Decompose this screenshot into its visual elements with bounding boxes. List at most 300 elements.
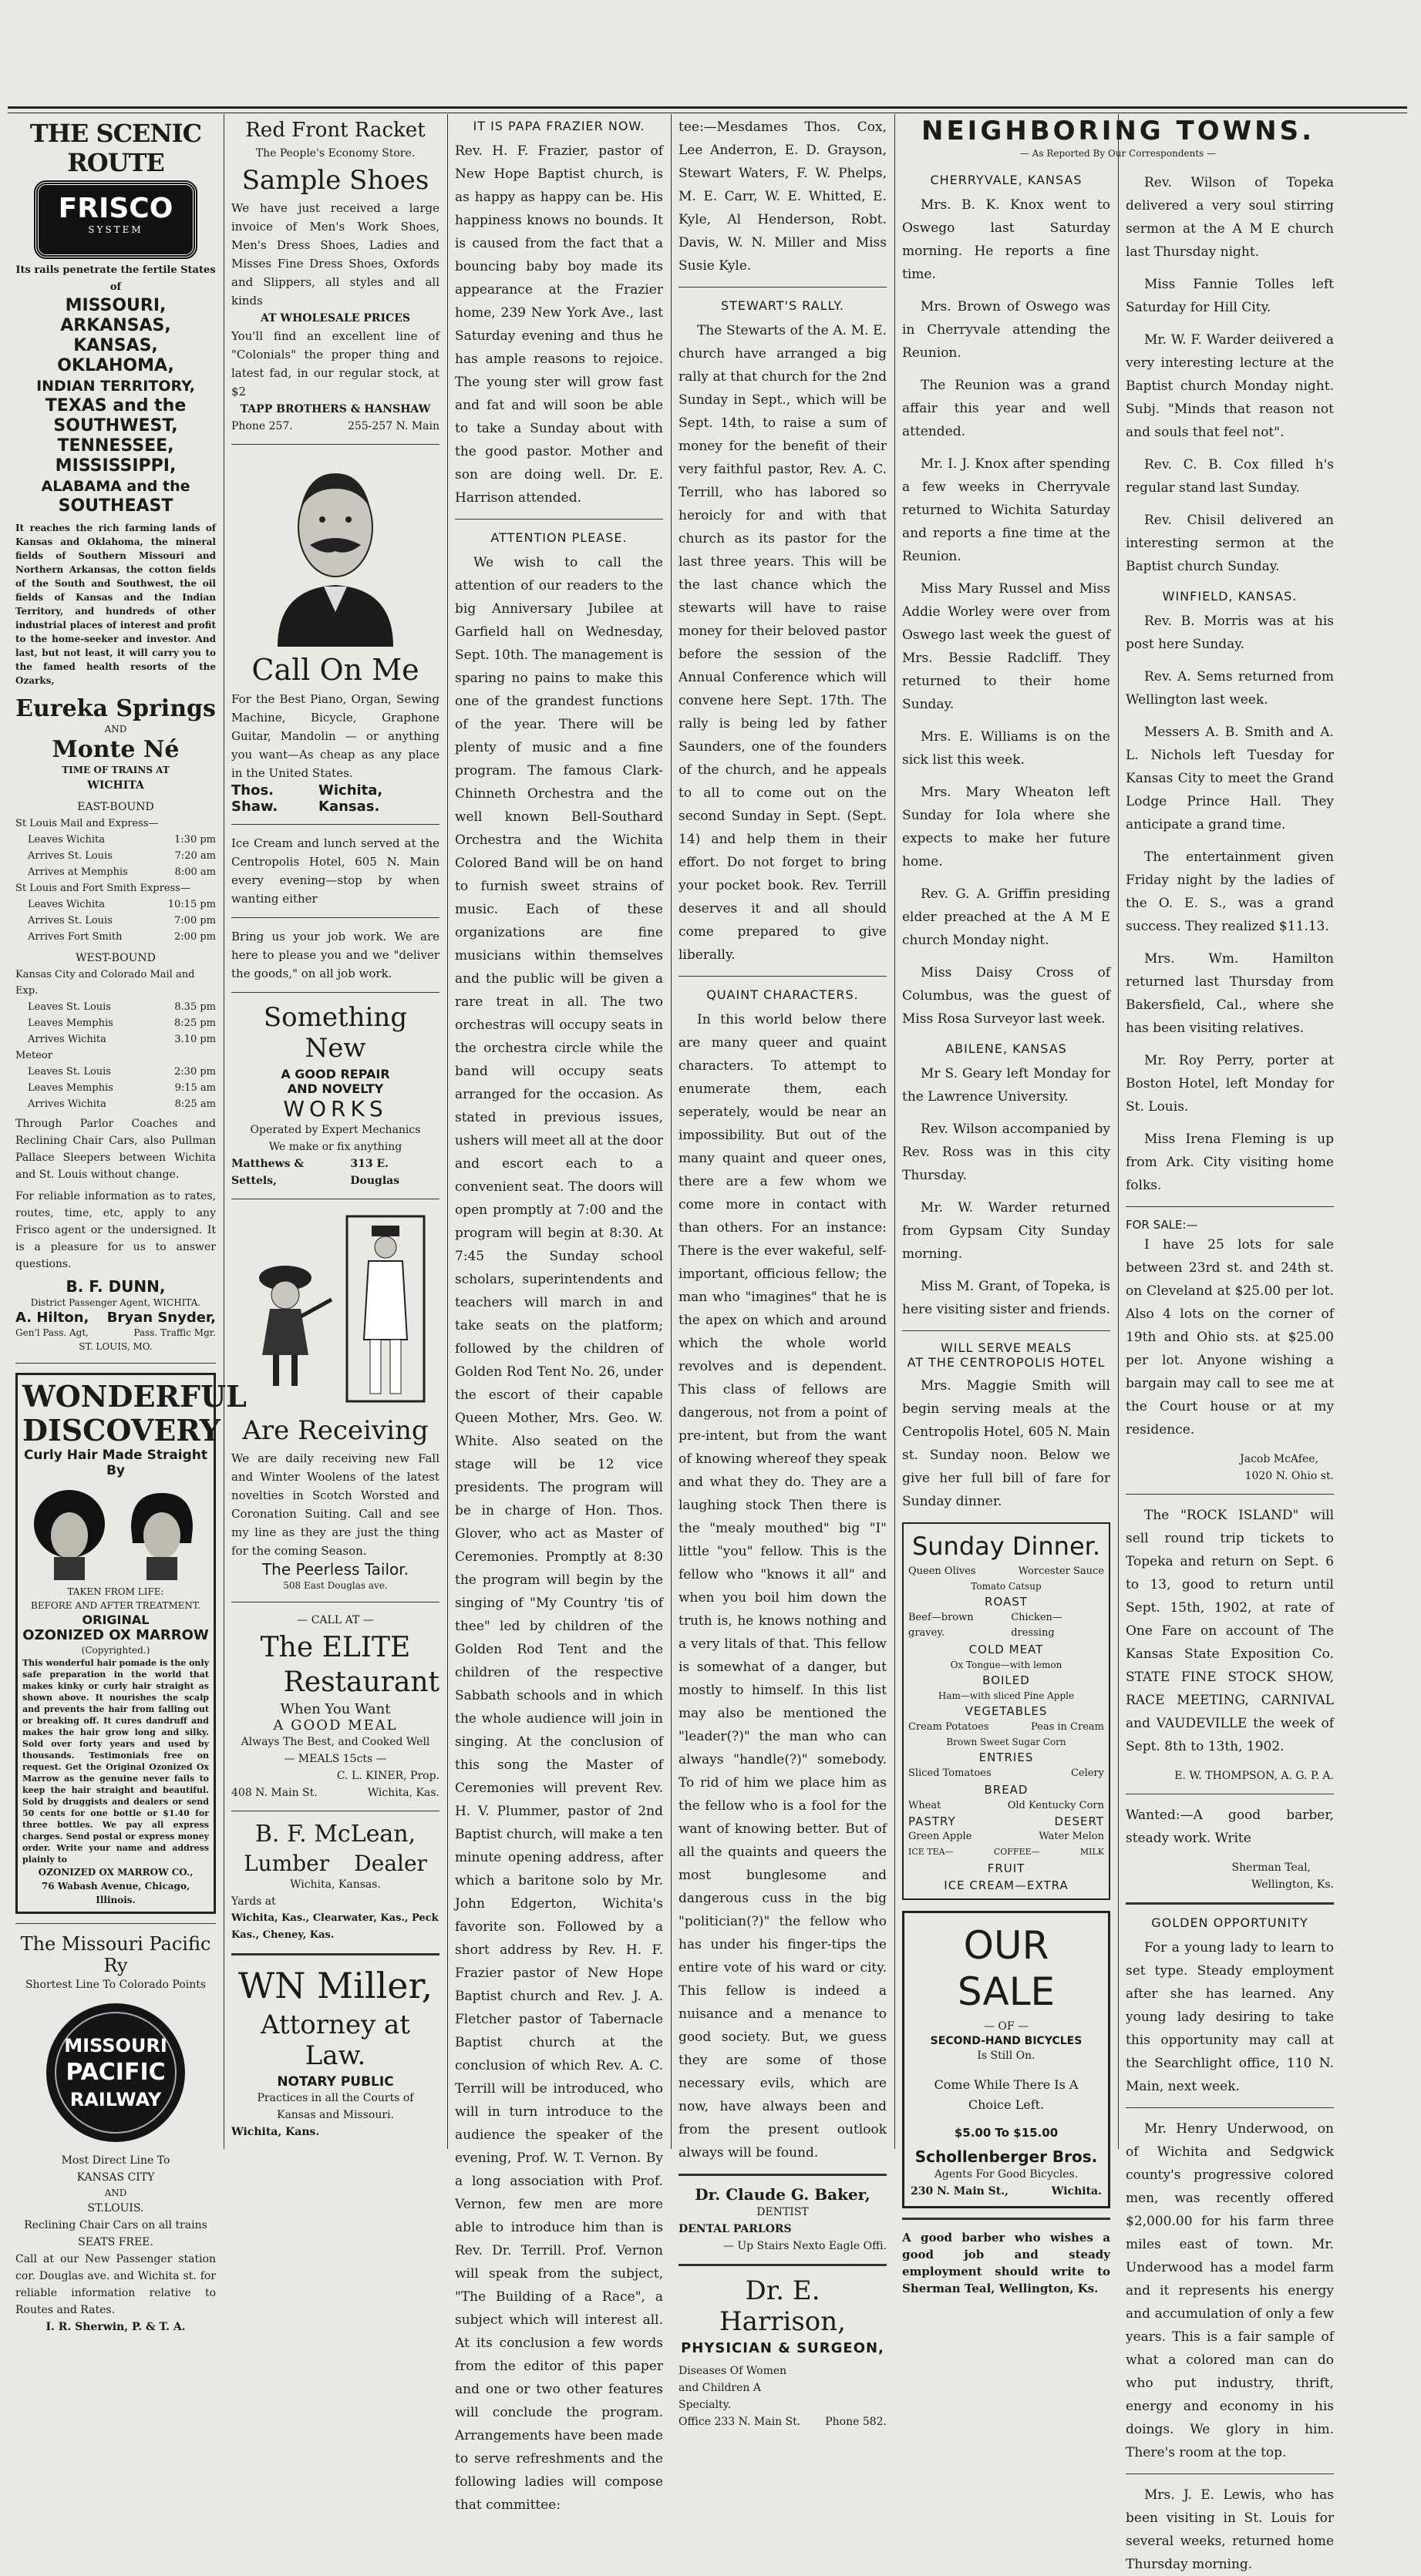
when-you-want: When You Want bbox=[280, 1701, 391, 1717]
menu-boiled: BOILED bbox=[982, 1673, 1030, 1687]
menu-row bbox=[908, 1720, 1104, 1735]
snyder-name: Bryan Snyder, bbox=[106, 1310, 216, 1326]
schedule-row bbox=[15, 848, 216, 864]
after-portrait bbox=[131, 1493, 193, 1580]
cherryvale-item: Miss Daisy Cross of Columbus, was the guest of Miss Rosa Surveyor last week. bbox=[902, 965, 1110, 1027]
menu-tongue: Ox Tongue—with lemon bbox=[950, 1660, 1062, 1670]
barber-wanted: A good barber who wishes a good job and steady employment should write to Sherman Teal, Wellington, Ks. bbox=[902, 2231, 1110, 2295]
papa-frazier-headline: IT IS PAPA FRAZIER NOW. bbox=[473, 119, 645, 133]
elite-heading: The ELITE bbox=[260, 1632, 411, 1663]
kiner-row bbox=[231, 1784, 439, 1801]
schedule-label: Arrives at Memphis bbox=[28, 866, 128, 878]
east-bound-schedule bbox=[15, 816, 216, 945]
works-label: WORKS bbox=[283, 1096, 388, 1122]
schedule-row bbox=[15, 880, 216, 896]
schedule-time: 10:15 pm bbox=[167, 899, 216, 910]
logo-word-missouri: MISSOURI bbox=[64, 2035, 167, 2056]
kiner-name: C. L. KINER, Prop. bbox=[336, 1770, 439, 1782]
schedule-row bbox=[15, 929, 216, 945]
menu-ham: Ham—with sliced Pine Apple bbox=[938, 1690, 1075, 1701]
yards-label: Yards at bbox=[231, 1895, 276, 1908]
will-serve-meals-text: Mrs. Maggie Smith will begin serving meals at the Centropolis Hotel, 605 N. Main st. Sunday noon. Below we give her full bill of fare for Sunday dinner. bbox=[902, 1378, 1110, 1509]
ox-marrow-ad bbox=[15, 1373, 247, 1914]
state-name: TENNESSEE, bbox=[57, 436, 174, 456]
are-receiving-heading: Are Receiving bbox=[242, 1415, 429, 1446]
teal-city: Wellington, Ks. bbox=[1251, 1878, 1334, 1891]
mclean-lumber-ad bbox=[231, 1821, 439, 1944]
column-6-news bbox=[1120, 171, 1340, 2572]
schedule-time: 8:25 am bbox=[174, 1098, 216, 1110]
sample-shoes-text: We have just received a large invoice of Men's Work Shoes, Men's Dress Shoes, Ladies and Misses Fine Dress Shoes, Oxfords and Slippers, all styles and all kinds bbox=[231, 201, 439, 308]
states-list bbox=[15, 296, 216, 516]
mcafee-name: Jacob McAfee, bbox=[1240, 1453, 1318, 1465]
harrison-office-row bbox=[679, 2413, 887, 2430]
thompson-name: E. W. THOMPSON, A. G. P. A. bbox=[1174, 1770, 1334, 1782]
abilene-item: Mr S. Geary left Monday for the Lawrence University. bbox=[902, 1066, 1110, 1105]
matthews-name: Matthews & Settels, bbox=[231, 1158, 305, 1187]
state-name: MISSISSIPPI, bbox=[55, 456, 177, 476]
before-portrait bbox=[34, 1490, 105, 1580]
ad-divider bbox=[679, 2174, 887, 2176]
lumber-dealer-row bbox=[231, 1851, 439, 1876]
always-the-best: Always The Best, and Cooked Well bbox=[241, 1736, 430, 1748]
ozonized-address: 76 Wabash Avenue, Chicago, Illinois. bbox=[41, 1881, 190, 1905]
novelty-label: AND NOVELTY bbox=[287, 1081, 384, 1096]
child-figure bbox=[259, 1266, 332, 1386]
schedule-row bbox=[15, 896, 216, 913]
schedule-row bbox=[15, 967, 216, 999]
cherryvale-item: The Reunion was a grand affair this year and well attended. bbox=[902, 378, 1110, 439]
lewis-article: Mrs. J. E. Lewis, who has been visiting in St. Louis for several weeks, returned home Thursday morning. bbox=[1126, 2487, 1334, 2572]
seats-free: SEATS FREE. bbox=[78, 2236, 153, 2248]
thos-shaw-portrait bbox=[262, 454, 409, 647]
schedule-label: Kansas City and Colorado Mail and Exp. bbox=[15, 969, 195, 997]
article-divider bbox=[679, 976, 887, 977]
menu-melon: Water Melon bbox=[1039, 1831, 1104, 1842]
cherryvale-item: Mrs. E. Williams is on the sick list this week. bbox=[902, 729, 1110, 768]
schedule-time: 7:20 am bbox=[174, 850, 216, 862]
teal-name: Sherman Teal, bbox=[1231, 1861, 1311, 1874]
east-bound-heading: EAST-BOUND bbox=[77, 801, 154, 813]
novelty-works-ad bbox=[231, 1002, 439, 1189]
sample-shoes-heading: Sample Shoes bbox=[241, 165, 429, 196]
price-range: $5.00 To $15.00 bbox=[954, 2126, 1059, 2140]
column-3-news bbox=[449, 116, 669, 2513]
topeka-item: Rev. Wilson of Topeka delivered a very soul stirring sermon at the A M E church last Thursday night. bbox=[1126, 175, 1334, 260]
menu-desert: DESERT bbox=[1054, 1814, 1104, 1828]
schedule-row bbox=[15, 999, 216, 1015]
tailor-illustration bbox=[239, 1209, 432, 1409]
rails-intro: Its rails penetrate the fertile States of bbox=[15, 264, 216, 293]
article-divider bbox=[455, 519, 663, 520]
and-label: AND bbox=[104, 724, 127, 735]
schedule-row bbox=[15, 913, 216, 929]
wholesale-prices: AT WHOLESALE PRICES bbox=[260, 312, 411, 325]
menu-catsup: Tomato Catsup bbox=[971, 1581, 1042, 1592]
article-divider bbox=[1126, 2107, 1334, 2108]
harrison-phone: Phone 582. bbox=[825, 2416, 887, 2428]
menu-roast: ROAST bbox=[985, 1595, 1028, 1609]
harrison-physician-ad bbox=[679, 2275, 887, 2430]
still-on: Is Still On. bbox=[977, 2050, 1035, 2062]
menu-bread: BREAD bbox=[984, 1783, 1029, 1797]
hilton-title: Gen'l Pass. Agt, bbox=[15, 1327, 89, 1338]
snyder-title: Pass. Traffic Mgr. bbox=[133, 1327, 216, 1338]
copyrighted-label: (Copyrighted.) bbox=[81, 1645, 150, 1656]
ad-divider bbox=[231, 824, 439, 825]
through-coaches-text: Through Parlor Coaches and Reclining Chair Cars, also Pullman Pallace Sleepers between Wichita and St. Louis without change. bbox=[15, 1118, 216, 1181]
schedule-label: St Louis Mail and Express— bbox=[15, 818, 159, 829]
missouri-pacific-logo bbox=[42, 1999, 189, 2146]
cherryvale-item: Mrs. B. K. Knox went to Oswego last Saturday morning. He reports a fine time. bbox=[902, 197, 1110, 282]
abilene-item: Rev. Wilson accompanied by Rev. Ross was in this city Thursday. bbox=[902, 1122, 1110, 1183]
west-bound-schedule bbox=[15, 967, 216, 1112]
article-divider bbox=[1126, 1494, 1334, 1495]
schedule-row bbox=[15, 816, 216, 832]
ad-divider bbox=[231, 917, 439, 918]
thos-shaw-ad bbox=[231, 454, 439, 815]
notary-public: NOTARY PUBLIC bbox=[277, 2074, 394, 2090]
harrison-name: Dr. E. Harrison, bbox=[719, 2275, 846, 2337]
logo-word-railway: RAILWAY bbox=[69, 2089, 162, 2110]
matthews-address: 313 E. Douglas bbox=[350, 1158, 400, 1187]
golden-opportunity-text: For a young lady to learn to set type. Steady employment after she has learned. Any young lady desiring to take this opportunity may call at the Searchlight office, 110 N. Main, next week. bbox=[1126, 1940, 1334, 2094]
article-divider bbox=[902, 1330, 1110, 1331]
quaint-characters-headline: QUAINT CHARACTERS. bbox=[706, 987, 859, 1002]
missouri-pacific-shortest: Shortest Line To Colorado Points bbox=[25, 1979, 207, 1991]
schedule-label: Arrives Wichita bbox=[28, 1034, 106, 1045]
st-louis-label: ST.LOUIS. bbox=[87, 2202, 144, 2214]
neighboring-towns-header bbox=[896, 116, 1340, 170]
menu-chicken: Chicken—dressing bbox=[1011, 1612, 1062, 1639]
time-of-trains: TIME OF TRAINS AT bbox=[62, 765, 170, 775]
cherryvale-heading: CHERRYVALE, KANSAS bbox=[930, 173, 1083, 187]
state-name: TEXAS and the bbox=[45, 396, 187, 415]
winfield-item: Rev. B. Morris was at his post here Sunday. bbox=[1126, 614, 1334, 652]
scenic-route-title: THE SCENIC ROUTE bbox=[29, 119, 202, 177]
tapp-brothers: TAPP BROTHERS & HANSHAW bbox=[240, 403, 431, 415]
our-sale-heading: OUR SALE bbox=[957, 1923, 1056, 2014]
menu-pastry: PASTRY bbox=[908, 1814, 956, 1828]
column-4-news bbox=[672, 116, 893, 2428]
lumber-label: Lumber bbox=[244, 1851, 330, 1876]
shaw-row bbox=[231, 782, 439, 815]
centropolis-hotel-heading: AT THE CENTROPOLIS HOTEL bbox=[907, 1355, 1106, 1370]
sunday-dinner-menu bbox=[902, 1522, 1110, 1900]
golden-opportunity-headline: GOLDEN OPPORTUNITY bbox=[1151, 1915, 1308, 1930]
dealer-label: Dealer bbox=[354, 1851, 427, 1876]
operated-by: Operated by Expert Mechanics bbox=[250, 1124, 421, 1136]
article-divider bbox=[1126, 1902, 1334, 1905]
eureka-springs: Eureka Springs bbox=[15, 695, 216, 722]
wn-miller-heading: WN Miller, bbox=[237, 1965, 433, 2006]
ozonized-company: OZONIZED OX MARROW CO., bbox=[38, 1867, 194, 1878]
attorney-at-law: Attorney at Law. bbox=[261, 2009, 410, 2071]
agents-row bbox=[15, 1310, 216, 1326]
ad-divider bbox=[231, 444, 439, 445]
frisco-ad bbox=[15, 119, 216, 1354]
menu-vegetables: VEGETABLES bbox=[965, 1704, 1048, 1718]
schedule-label: Meteor bbox=[15, 1050, 52, 1061]
something-new-heading: Something New bbox=[263, 1002, 408, 1064]
column-1-ads bbox=[9, 116, 247, 2333]
menu-coffee: COFFEE— bbox=[993, 1847, 1040, 1857]
cherryvale-item: Mrs. Mary Wheaton left Sunday for Iola where she expects to make her future home. bbox=[902, 785, 1110, 869]
kiner-city: Wichita, Kas. bbox=[367, 1787, 439, 1799]
schedule-label: Arrives St. Louis bbox=[28, 915, 113, 926]
abilene-item: Miss M. Grant, of Topeka, is here visiting sister and friends. bbox=[902, 1279, 1110, 1317]
reliable-info-text: For reliable information as to rates, routes, time, etc, apply to any Frisco agent or the undersigned. It is a pleasure for us to answer questions. bbox=[15, 1190, 216, 1270]
state-name: OKLAHOMA, bbox=[57, 356, 174, 375]
taken-from-life: TAKEN FROM LIFE: bbox=[67, 1586, 164, 1597]
missouri-pacific-title: The Missouri Pacific Ry bbox=[20, 1933, 211, 1976]
cherryvale-item: Mr. I. J. Knox after spending a few weeks in Cherryvale returned to Wichita Saturday and reports a fine time at the Reunion. bbox=[902, 456, 1110, 564]
and-label-2: AND bbox=[104, 2188, 127, 2198]
mclean-name: B. F. McLean, bbox=[254, 1821, 416, 1848]
physician-surgeon: PHYSICIAN & SURGEON, bbox=[681, 2340, 884, 2356]
call-on-me-heading: Call On Me bbox=[251, 653, 419, 687]
topeka-items bbox=[1126, 171, 1334, 578]
agents-titles-row bbox=[15, 1326, 216, 1340]
wanted-barber-text: Wanted:—A good barber, steady work. Write bbox=[1126, 1808, 1334, 1846]
topeka-item: Miss Fannie Tolles left Saturday for Hill City. bbox=[1126, 277, 1334, 315]
meals-price: — MEALS 15cts — bbox=[284, 1753, 387, 1765]
dentist-label: DENTIST bbox=[756, 2206, 809, 2218]
menu-entries: ENTRIES bbox=[978, 1750, 1034, 1764]
sunday-dinner-heading: Sunday Dinner. bbox=[911, 1532, 1101, 1561]
before-after-label: BEFORE AND AFTER TREATMENT. bbox=[31, 1600, 200, 1611]
upstairs-label: — Up Stairs Nexto Eagle Offi. bbox=[722, 2240, 887, 2252]
column-divider bbox=[1118, 114, 1119, 2149]
schedule-label: Arrives Fort Smith bbox=[28, 931, 123, 943]
winfield-item: Messers A. B. Smith and A. L. Nichols left Tuesday for Kansas City to meet the Grand Lodge Prince Hall. They anticipate a grand time. bbox=[1126, 725, 1334, 832]
we-make-fix: We make or fix anything bbox=[268, 1141, 402, 1153]
topeka-item: Rev. Chisil delivered an interesting sermon at the Baptist church Sunday. bbox=[1126, 513, 1334, 574]
shaw-city: Wichita, Kansas. bbox=[318, 782, 383, 815]
are-receiving-text: We are daily receiving new Fall and Winter Woolens of the latest novelties in Scotch Worsted and Coronation Suiting. Call and see my line as they are just the thing for the coming Season. bbox=[231, 1451, 439, 1558]
menu-fruit: FRUIT bbox=[987, 1861, 1025, 1875]
cherryvale-item: Rev. G. A. Griffin presiding elder preached at the A M E church Monday night. bbox=[902, 886, 1110, 948]
schedule-label: Leaves St. Louis bbox=[28, 1001, 111, 1013]
will-serve-meals-heading: WILL SERVE MEALS bbox=[940, 1340, 1072, 1355]
schollenberger-row bbox=[911, 2183, 1102, 2200]
winfield-items bbox=[1126, 610, 1334, 1197]
schedule-label: Leaves Wichita bbox=[28, 834, 105, 846]
peerless-tailor-ad bbox=[231, 1209, 439, 1592]
menu-ice-tea: ICE TEA— bbox=[908, 1847, 954, 1857]
menu-row bbox=[908, 1798, 1104, 1814]
ad-divider bbox=[15, 1923, 216, 1924]
call-on-me-text: For the Best Piano, Organ, Sewing Machine, Bicycle, Graphone Guitar, Mandolin — or anything you want—As cheap as any place in the United States. bbox=[231, 692, 439, 780]
st-louis-mo: ST. LOUIS, MO. bbox=[79, 1341, 153, 1352]
peerless-address: 508 East Douglas ave. bbox=[283, 1580, 388, 1591]
ice-cream-notice: Ice Cream and lunch served at the Centropolis Hotel, 605 N. Main every evening—stop by when wanting either bbox=[231, 836, 439, 906]
menu-tomatoes: Sliced Tomatoes bbox=[908, 1767, 992, 1779]
curly-hair-heading: Curly Hair Made Straight By bbox=[23, 1448, 208, 1478]
schedule-row bbox=[15, 1096, 216, 1112]
baker-name: Dr. Claude G. Baker, bbox=[695, 2185, 870, 2204]
stewarts-rally-headline: STEWART'S RALLY. bbox=[720, 298, 845, 313]
schedule-row bbox=[15, 1048, 216, 1064]
stewarts-rally-article: The Stewarts of the A. M. E. church have arranged a big rally at that church for the 2nd Sunday in Sept., which will be Sept. 14th, to raise a sum of money for the benefit of their very faithful pastor, Rev. A. C. Terrill, who has labored so heroicly for and with that church as its pastor for the last three years. This will be the last chance which the stewarts will have to raise money for their beloved pastor before the session of the Annual Conference which will convene here Sept. 17th. The rally is being led by father Saunders, one of the founders of the church, and he appeals to all to come out on the second Sunday in Sept. (Sept. 14) and help them in their effort. Do not forget to bring your pocket book. Rev. Terrill deserves it and all should come prepared to give liberally. bbox=[679, 323, 887, 963]
tapp-contact-row bbox=[231, 418, 439, 435]
schollenberger-name: Schollenberger Bros. bbox=[914, 2147, 1098, 2166]
schedule-time: 9:15 am bbox=[174, 1082, 216, 1094]
tapp-phone: Phone 257. bbox=[231, 420, 293, 432]
wichita-label: WICHITA bbox=[87, 779, 144, 792]
state-name: SOUTHWEST, bbox=[53, 416, 178, 435]
schedule-label: Leaves Memphis bbox=[28, 1017, 113, 1029]
schollenberger-address: 230 N. Main St., bbox=[911, 2185, 1009, 2198]
abilene-items bbox=[902, 1062, 1110, 1321]
mclean-city: Wichita, Kansas. bbox=[290, 1878, 381, 1891]
kiner-address: 408 N. Main St. bbox=[231, 1787, 318, 1799]
column-divider bbox=[447, 114, 448, 2149]
ad-divider bbox=[15, 1363, 216, 1364]
article-divider bbox=[1126, 1206, 1334, 1207]
frisco-logo-sub: SYSTEM bbox=[88, 224, 143, 235]
miller-footer: Wichita, Kans. bbox=[231, 2126, 320, 2138]
cherryvale-item: Mrs. Brown of Oswego was in Cherryvale attending the Reunion. bbox=[902, 299, 1110, 361]
ad-divider bbox=[679, 2264, 887, 2266]
schedule-time: 8.35 pm bbox=[174, 1001, 216, 1013]
of-label: — OF — bbox=[983, 2020, 1029, 2033]
mcafee-address: 1020 N. Ohio st. bbox=[1244, 1470, 1334, 1482]
ad-divider bbox=[231, 992, 439, 993]
menu-ice-cream: ICE CREAM—EXTRA bbox=[944, 1878, 1069, 1892]
menu-row bbox=[908, 1766, 1104, 1781]
menu-milk: MILK bbox=[1079, 1847, 1104, 1857]
red-front-racket-title: Red Front Racket bbox=[245, 119, 426, 142]
red-front-racket-ad bbox=[231, 119, 439, 435]
menu-apple: Green Apple bbox=[908, 1831, 972, 1842]
schedule-row bbox=[15, 1064, 216, 1080]
matthews-row bbox=[231, 1155, 439, 1189]
schedule-label: Arrives St. Louis bbox=[28, 850, 113, 862]
neighboring-towns-title: NEIGHBORING TOWNS. bbox=[921, 116, 1315, 146]
peoples-economy-store: The People's Economy Store. bbox=[255, 147, 416, 160]
our-sale-ad bbox=[902, 1911, 1110, 2208]
ad-divider bbox=[902, 2218, 1110, 2220]
menu-cream-potatoes: Cream Potatoes bbox=[908, 1721, 989, 1733]
column-divider bbox=[894, 114, 895, 2149]
practices-in: Practices in all the Courts of bbox=[257, 2092, 414, 2104]
menu-cold-meat: COLD MEAT bbox=[968, 1643, 1044, 1656]
call-at-label: — CALL AT — bbox=[297, 1614, 374, 1626]
menu-worcester: Worcester Sauce bbox=[1018, 1565, 1104, 1577]
monte-ne: Monte Né bbox=[52, 736, 180, 763]
schedule-row bbox=[15, 1031, 216, 1048]
for-sale-text: I have 25 lots for sale between 23rd st. and 24th st. on Cleveland at $25.00 per lot. Also 4 lots on the corner of 19th and Ohio sts. at $25.00 per lot. Anyone wishing a bargain may call to see me at the Court house or at my residence. bbox=[1126, 1237, 1334, 1438]
article-divider bbox=[679, 287, 887, 288]
state-name: MISSOURI, bbox=[65, 296, 167, 315]
schedule-time: 1:30 pm bbox=[174, 834, 216, 846]
for-sale-heading: FOR SALE:— bbox=[1126, 1218, 1198, 1232]
harrison-office: Office 233 N. Main St. bbox=[679, 2416, 801, 2428]
winfield-item: Mr. Roy Perry, porter at Boston Hotel, left Monday for St. Louis. bbox=[1126, 1053, 1334, 1115]
menu-row bbox=[908, 1610, 1104, 1641]
menu-wheat: Wheat bbox=[908, 1800, 941, 1811]
menu-corn: Old Kentucky Corn bbox=[1007, 1800, 1104, 1811]
column-5-news bbox=[896, 171, 1116, 2295]
schedule-label: St Louis and Fort Smith Express— bbox=[15, 883, 190, 894]
west-bound-heading: WEST-BOUND bbox=[76, 952, 156, 964]
menu-row bbox=[908, 1814, 1104, 1829]
underwood-article: Mr. Henry Underwood, on of Wichita and Sedgwick county's progressive colored men, was recently offered $2,000.00 for his farm three miles east of town. Mr. Underwood has a model farm and it represents his energy and accumulation of only a few years. This is a fair sample of what a colored man can do who put industry, thrift, energy and economy in his doings. We glory in him. There's room at the top. bbox=[1126, 2121, 1334, 2460]
shaw-name: Thos. Shaw. bbox=[231, 782, 278, 815]
masthead-rule bbox=[8, 106, 1407, 109]
schedule-row bbox=[15, 864, 216, 880]
reclining-chair: Reclining Chair Cars on all trains bbox=[24, 2219, 207, 2231]
peerless-tailor-name: The Peerless Tailor. bbox=[261, 1560, 409, 1579]
before-after-portraits bbox=[23, 1481, 208, 1582]
schedule-time: 2:30 pm bbox=[174, 1066, 216, 1078]
menu-sweet-corn: Brown Sweet Sugar Corn bbox=[946, 1737, 1066, 1747]
schedule-label: Arrives Wichita bbox=[28, 1098, 106, 1110]
state-name: INDIAN TERRITORY, bbox=[36, 378, 195, 395]
frisco-logo-text: FRISCO bbox=[58, 193, 173, 224]
topeka-item: Mr. W. F. Warder deiivered a very interesting lecture at the Baptist church Monday night. Subj. "Minds that reason not and souls that feel not". bbox=[1126, 332, 1334, 440]
reported-by: — As Reported By Our Correspondents — bbox=[1019, 148, 1217, 159]
elite-restaurant-ad bbox=[231, 1612, 439, 1801]
original-label: ORIGINAL bbox=[82, 1613, 150, 1627]
restaurant-heading: Restaurant bbox=[283, 1666, 439, 1698]
abilene-item: Mr. W. Warder returned from Gypsam City Sunday morning. bbox=[902, 1200, 1110, 1262]
state-name: ALABAMA and the bbox=[41, 478, 190, 495]
miller-attorney-ad bbox=[231, 1965, 439, 2141]
winfield-item: Miss Irena Fleming is up from Ark. City visiting home folks. bbox=[1126, 1132, 1334, 1193]
schedule-time: 8:25 pm bbox=[174, 1017, 216, 1029]
state-name: ARKANSAS, bbox=[60, 316, 171, 335]
frisco-logo bbox=[35, 182, 196, 257]
wonderful-heading: WONDERFUL bbox=[22, 1379, 247, 1414]
colonials-text: You'll find an excellent line of "Colonials" the proper thing and latest fad, in our regular stock, at $2 bbox=[231, 329, 439, 399]
ox-marrow-text: This wonderful hair pomade is the only safe preparation in the world that makes kinky or curly hair straight as shown above. It nourishes the scalp and prevents the hair from falling out or breaking off. It cures dandruff and makes the hair grow long and silky. Sold over forty years and used by thousands. Testimonials free on request. Get the Original Ozonized Ox Marrow as the genuine never fails to keep the hair straight and beautiful. Sold by druggists and dealers or send 50 cents for one bottle or $1.40 for three bottles. We pay all express charges. Send postal or express money order. Write your name and address plainly to bbox=[22, 1658, 209, 1865]
schedule-label: Leaves St. Louis bbox=[28, 1066, 111, 1078]
hilton-name: A. Hilton, bbox=[15, 1310, 89, 1326]
agents-good-bicycles: Agents For Good Bicycles. bbox=[934, 2168, 1079, 2181]
yards-list: Wichita, Kas., Clearwater, Kas., Peck Kas., Cheney, Kas. bbox=[231, 1912, 439, 1941]
schedule-row bbox=[15, 1080, 216, 1096]
schollenberger-city: Wichita. bbox=[1051, 2185, 1102, 2198]
ozonized-heading: OZONIZED OX MARROW bbox=[22, 1627, 209, 1643]
column-divider bbox=[671, 114, 672, 2149]
article-divider bbox=[1126, 2473, 1334, 2474]
schedule-time: 7:00 pm bbox=[174, 915, 216, 926]
menu-row bbox=[908, 1564, 1104, 1579]
winfield-item: The entertainment given Friday night by the ladies of the O. E. S., was a grand success. They realized $11.13. bbox=[1126, 849, 1334, 934]
dental-parlors: DENTAL PARLORS bbox=[679, 2223, 792, 2235]
cherryvale-items bbox=[902, 193, 1110, 1031]
sherwin-name: I. R. Sherwin, P. & T. A. bbox=[45, 2321, 186, 2333]
kansas-city-label: KANSAS CITY bbox=[76, 2171, 155, 2184]
rock-island-text: The "ROCK ISLAND" will sell round trip tickets to Topeka and return on Sept. 6 to 13, good to return until Sept. 15th, 1902, at rate of One Fare on account of The Kansas State Exposition Co. STATE FINE STOCK SHOW, RACE MEETING, CARNIVAL and VAUDEVILLE the week of Sept. 8th to 13th, 1902. bbox=[1126, 1508, 1334, 1754]
menu-peas: Peas in Cream bbox=[1030, 1721, 1104, 1733]
menu-beef: Beef—brown gravey. bbox=[908, 1612, 974, 1639]
logo-word-pacific: PACIFIC bbox=[66, 2059, 166, 2086]
come-while: Come While There Is A Choice Left. bbox=[934, 2077, 1079, 2112]
schedule-time: 3.10 pm bbox=[174, 1034, 216, 1045]
most-direct-line: Most Direct Line To bbox=[61, 2154, 170, 2167]
discovery-heading: DISCOVERY bbox=[22, 1413, 221, 1448]
diseases-specialty: Diseases Of Women and Children A Specialty. bbox=[679, 2365, 787, 2411]
menu-row bbox=[908, 1845, 1104, 1860]
winfield-item: Mrs. Wm. Hamilton returned last Thursday from Bakersfield, Cal., where she has been visiting relatives. bbox=[1126, 951, 1334, 1036]
schedule-label: Leaves Wichita bbox=[28, 899, 105, 910]
topeka-item: Rev. C. B. Cox filled h's regular stand last Sunday. bbox=[1126, 457, 1334, 496]
state-name: KANSAS, bbox=[73, 336, 158, 355]
kansas-missouri: Kansas and Missouri. bbox=[276, 2109, 394, 2121]
